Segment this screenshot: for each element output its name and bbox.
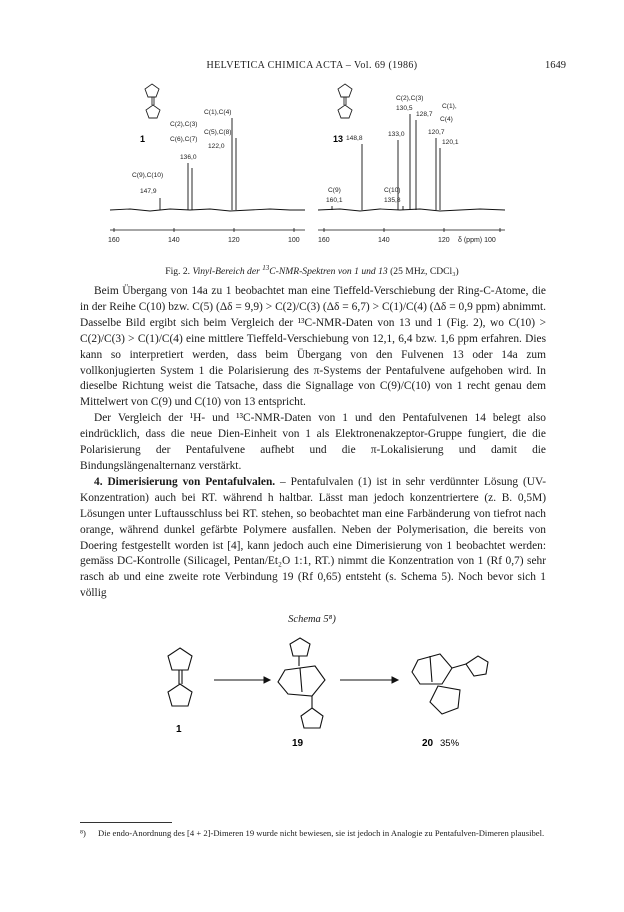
right-spectrum-trace <box>318 114 505 211</box>
peak-value-left: 136,0 <box>180 154 197 161</box>
peak-label-right: C(10) <box>384 187 401 194</box>
compound-19-label: 19 <box>292 738 304 749</box>
compound-1-label: 1 <box>176 724 182 735</box>
compound-13-label: 13 <box>333 134 344 144</box>
peak-label-left: C(1),C(4) <box>204 109 232 116</box>
running-header <box>0 60 624 74</box>
paragraph: Beim Übergang von 14a zu 1 beobachtet man eine Tieffeld-Verschiebung der Ring-C-Atome, die in der Reihe C(10) bzw. C(5) (Δδ = 9,9) > C(2)/C(3) (Δδ = 6,7) > C(1)/C(4) (Δδ = 0,9 ppm) abnimmt. Dasselbe Bild ergibt sich beim Vergleich der ¹³C-NMR-Daten von 13 und 1 (Fig. 2), wo C(10) > C(2)/C(3) > C(1)/C(4) eine mittlere Tieffeld-Verschiebung von 12,1, 6,4 bzw. 1,6 ppm erfahren. Dies kann so interpretiert werden, dass beim Übergang von den Fulvenen 13 oder 14a zum vollkonjugierten System 1 die Polarisierung des π-Systems der Pentafulvene aufgehoben wird. In dieselbe Richtung weist die Tatsache, dass die Signallage von C(9)/C(10) von 1 recht genau dem Mittelwert von C(9) und C(10) von 13 entspricht. <box>80 285 546 409</box>
peak-label-left: C(9),C(10) <box>132 172 164 179</box>
page-number: 1649 <box>545 60 566 71</box>
peak-label-right: C(1), <box>442 103 457 110</box>
molecule-1-structure <box>145 84 160 118</box>
reaction-scheme <box>140 630 520 770</box>
peak-value-right: 148,8 <box>346 135 363 142</box>
yield-label: 35% <box>440 738 460 749</box>
section-heading: 4. Dimerisierung von Pentafulvalen. <box>94 475 276 488</box>
paragraph: Der Vergleich der ¹H- und ¹³C-NMR-Daten von 1 und den Pentafulvenen 14 belegt also eindrücklich, dass die neue Dien-Einheit von 1 als Elektronenakzeptor-Gruppe fungiert, die die Polarisierung der Pentafulvene aufhebt und die π-Lokalisierung und damit die Bindungslängenalternanz verstärkt. <box>80 412 546 472</box>
peak-label-right: C(9) <box>328 187 341 194</box>
peak-label-left: C(5),C(8) <box>204 129 232 136</box>
peak-value-right: 130,5 <box>396 105 413 112</box>
peak-value-left: 122,0 <box>208 143 225 150</box>
nmr-spectra-figure <box>100 78 520 270</box>
footnote-mark: ⁸) <box>80 828 86 838</box>
peak-value-right: 120,1 <box>442 139 459 146</box>
peak-value-right: 160,1 <box>326 197 343 204</box>
peak-label-left: C(2),C(3) <box>170 121 198 128</box>
axis-unit-label: δ (ppm) 100 <box>458 237 496 244</box>
peak-label-left: C(6),C(7) <box>170 136 198 143</box>
axis-tick-right: 160 <box>318 237 330 244</box>
molecule-13-structure <box>338 84 352 118</box>
peak-value-left: 147,9 <box>140 188 157 195</box>
pentafulvalene-structure <box>168 648 192 706</box>
axis-tick-right: 120 <box>438 237 450 244</box>
section-text: – Pentafulvalen (1) ist in sehr verdünnter Lösung (UV-Konzentration) auch bei RT. während h haltbar. Lässt man jedoch konzentriertere (z. B. 0,5M) Lösungen unter Luftausschluss bei RT. stehen, so beobachtet man eine Farbänderung von tiefrot nach orange, während dunkel gefärbte Polymere ausfallen. Neben der Polymerisation, die bereits von Doering festgestellt worden ist [4], kann jedoch auch eine Dimerisierung von 1 beobachtet werden: gemäss DC-Kontrolle (Silicagel, Pentan/Et₂O 1:1, RT.) nimmt die Konzentration von 1 (Rf 0,7) sehr rasch ab und eine zweite rote Verbindung 19 (Rf 0,65) entsteht (s. Schema 5). Noch bevor sich 1 völlig <box>80 475 546 600</box>
axis-tick-left: 140 <box>168 237 180 244</box>
peak-label-right: C(2),C(3) <box>396 95 424 102</box>
journal-title: HELVETICA CHIMICA ACTA – Vol. 69 (1986) <box>206 60 418 71</box>
scheme-title: Schema 5⁸) <box>288 614 336 625</box>
figure-caption: Fig. 2. Vinyl-Bereich der $^{13}$C-NMR-Spektren von 1 und 13 (25 MHz, CDCl₃) <box>165 264 459 278</box>
footnote-text: Die endo-Anordnung des [4 + 2]-Dimeren 19 wurde nicht bewiesen, sie ist jedoch in Analogie zu Pentafulven-Dimeren plausibel. <box>98 828 545 838</box>
compound-1-label: 1 <box>140 134 146 144</box>
reaction-arrow <box>340 677 398 683</box>
body-text <box>80 284 546 602</box>
axis-tick-left: 120 <box>228 237 240 244</box>
dimer-19-structure <box>278 638 325 728</box>
ppm-axis <box>110 228 505 232</box>
footnote <box>80 828 550 840</box>
product-20-structure <box>412 654 488 714</box>
reaction-arrow <box>214 677 270 683</box>
peak-label-right: C(4) <box>440 116 453 123</box>
compound-20-label: 20 <box>422 738 434 749</box>
peak-value-right: 128,7 <box>416 111 433 118</box>
footnote-rule <box>80 822 172 823</box>
peak-value-right: 135,8 <box>384 197 401 204</box>
axis-tick-left: 160 <box>108 237 120 244</box>
axis-tick-right: 140 <box>378 237 390 244</box>
section-paragraph <box>80 475 546 602</box>
axis-tick-left: 100 <box>288 237 300 244</box>
peak-value-right: 120,7 <box>428 129 445 136</box>
peak-value-right: 133,0 <box>388 131 405 138</box>
